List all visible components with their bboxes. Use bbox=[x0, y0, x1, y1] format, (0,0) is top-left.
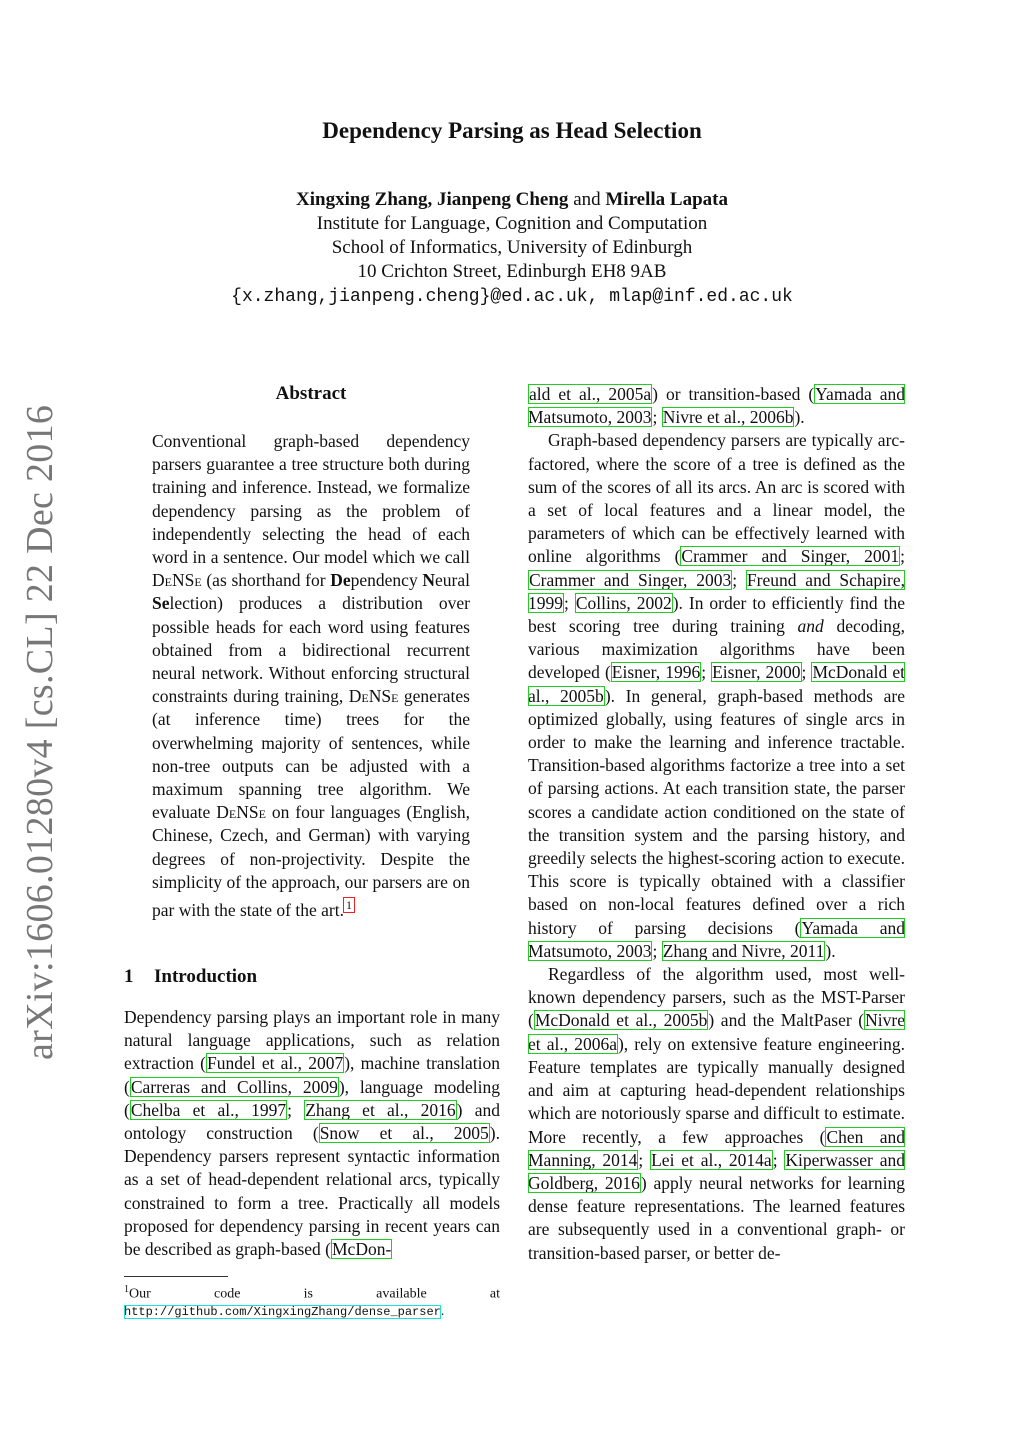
abstract-heading: Abstract bbox=[275, 383, 347, 404]
code-url-link[interactable]: http://github.com/XingxingZhang/dense_parser bbox=[124, 1304, 441, 1319]
author-primary: Xingxing Zhang, Jianpeng Cheng bbox=[296, 189, 569, 210]
affiliation-school: School of Informatics, University of Edinburgh bbox=[331, 237, 693, 258]
citation-link[interactable]: ald et al., 2005a bbox=[529, 384, 652, 404]
citation-link[interactable]: Lei et al., 2014a bbox=[651, 1149, 772, 1170]
author-names bbox=[296, 189, 728, 210]
citation-link[interactable]: Snow et al., 2005 bbox=[319, 1123, 489, 1144]
citation-link[interactable]: Nivre et al., 2006a bbox=[528, 1010, 905, 1054]
model-name: DeNSe bbox=[216, 802, 266, 823]
footnote-divider bbox=[124, 1276, 228, 1277]
citation-link[interactable]: Carreras and Collins, 2009 bbox=[130, 1076, 338, 1097]
paragraph: Graph-based dependency parsers are typically arc-factored, where the score of a tree is defined as the sum of the scores of all its arcs. An arc is scored with a set of local features and a linear model, the parameters of which can be effectively learned with online algorithms (Crammer and Singer, 2001; Crammer and Singer, 2003; Freund and Schapire, 1999; Collins, 2002). In order to efficiently find the best scoring tree during training and decoding, various maximization algorithms have been developed (Eisner, 1996; Eisner, 2000; McDonald et al., 2005b). In general, graph-based methods are optimized globally, using features of single arcs in order to make the learning and inference tractable. Transition-based algorithms factorize a tree into a set of parsing actions. At each transition state, the parser scores a candidate action conditioned on the state of the transition system and the parsing history, and greedily selects the highest-scoring action to execute. This score is typically obtained with a classifier based on non-local features defined over a rich history of parsing decisions (Yamada and Matsumoto, 2003; Zhang and Nivre, 2011). bbox=[528, 430, 906, 961]
citation-link[interactable]: Crammer and Singer, 2003 bbox=[529, 569, 732, 590]
arxiv-identifier: arXiv:1606.01280v4 [cs.CL] 22 Dec 2016 bbox=[19, 404, 61, 1060]
citation-link[interactable]: Crammer and Singer, 2001 bbox=[681, 546, 900, 567]
footnote-link[interactable]: 1 bbox=[345, 898, 352, 913]
citation-link[interactable]: Eisner, 1996 bbox=[611, 662, 701, 683]
citation-link[interactable]: McDonald et al., 2005b bbox=[534, 1010, 708, 1031]
author-secondary: Mirella Lapata bbox=[605, 189, 728, 210]
affiliation-address: 10 Crichton Street, Edinburgh EH8 9AB bbox=[357, 261, 667, 282]
citation-link[interactable]: Yamada and Matsumoto, 2003 bbox=[528, 384, 905, 428]
introduction-body: Dependency parsing plays an important role in many natural language applications, such as relation extraction (Fundel et al., 2007), machine translation (Carreras and Collins, 2009), language modeling (Chelba et al., 1997; Zhang et al., 2016) and ontology construction (Snow et al., 2005). Dependency parsers represent syntactic information as a set of head-dependent relational arcs, typically constrained to form a tree. Practically all models proposed for dependency parsing in recent years can be described as graph-based (McDon- bbox=[124, 1007, 501, 1260]
citation-link[interactable]: Zhang and Nivre, 2011 bbox=[662, 940, 825, 961]
citation-link[interactable]: Nivre et al., 2006b bbox=[662, 407, 794, 428]
author-and: and bbox=[573, 189, 601, 210]
footnote: $^1$Our code is available at http://github.com/XingxingZhang/dense_parser. bbox=[124, 1284, 500, 1319]
section-number: 1 bbox=[124, 966, 134, 987]
citation-link[interactable]: Kiperwasser and Goldberg, 2016 bbox=[528, 1149, 905, 1193]
citation-link[interactable]: McDonald et al., 2005b bbox=[528, 662, 905, 706]
citation-link[interactable]: McDon- bbox=[332, 1239, 392, 1260]
model-name: DeNSe bbox=[152, 570, 202, 591]
citation-link[interactable]: Eisner, 2000 bbox=[712, 662, 801, 683]
section-title: Introduction bbox=[154, 966, 258, 987]
paragraph: ald et al., 2005a) or transition-based (Yamada and Matsumoto, 2003; Nivre et al., 2006b). bbox=[528, 384, 905, 428]
author-emails: {x.zhang,jianpeng.cheng}@ed.ac.uk, mlap@inf.ed.ac.uk bbox=[231, 287, 793, 307]
right-column-body bbox=[528, 383, 905, 1265]
citation-link[interactable]: Fundel et al., 2007 bbox=[207, 1053, 344, 1074]
citation-link[interactable]: Collins, 2002 bbox=[575, 592, 672, 613]
citation-link[interactable]: Chelba et al., 1997 bbox=[130, 1099, 287, 1120]
abstract-body: Conventional graph-based dependency parsers guarantee a tree structure both during training and inference. Instead, we formalize dependency parsing as the problem of independently selecting the head of each word in a sentence. Our model which we call DeNSe (as shorthand for Dependency Neural Selection) produces a distribution over possible heads for each word using features obtained from a bidirectional recurrent neural network. Without enforcing structural constraints during training, DeNSe generates (at inference time) trees for the overwhelming majority of sentences, while non-tree outputs can be adjusted with a maximum spanning tree algorithm. We evaluate DeNSe on four languages (English, Chinese, Czech, and German) with varying degrees of non-projectivity. Despite the simplicity of the approach, our parsers are on par with the state of the art. $^1$ bbox=[152, 431, 471, 920]
citation-link[interactable]: Yamada and Matsumoto, 2003 bbox=[528, 917, 905, 961]
citation-link[interactable]: Zhang et al., 2016 bbox=[305, 1099, 456, 1120]
paper-title: Dependency Parsing as Head Selection bbox=[322, 118, 702, 143]
citation-link[interactable]: Freund and Schapire, 1999 bbox=[528, 569, 906, 613]
paragraph: Regardless of the algorithm used, most well-known dependency parsers, such as the MST-Parser (McDonald et al., 2005b) and the MaltPaser (Nivre et al., 2006a), rely on extensive feature engineering. Feature templates are typically manually designed and aim at capturing head-dependent relationships which are notoriously sparse and difficult to estimate. More recently, a few approaches (Chen and Manning, 2014; Lei et al., 2014a; Kiperwasser and Goldberg, 2016) apply neural networks for learning dense feature representations. The learned features are subsequently used in a conventional graph- or transition-based parser, or better de- bbox=[528, 964, 905, 1263]
model-name: DeNSe bbox=[348, 686, 399, 707]
section-heading-introduction bbox=[124, 966, 257, 988]
citation-link[interactable]: Chen and Manning, 2014 bbox=[528, 1126, 905, 1170]
affiliation-institute: Institute for Language, Cognition and Computation bbox=[316, 213, 708, 234]
author-block bbox=[0, 188, 1024, 309]
